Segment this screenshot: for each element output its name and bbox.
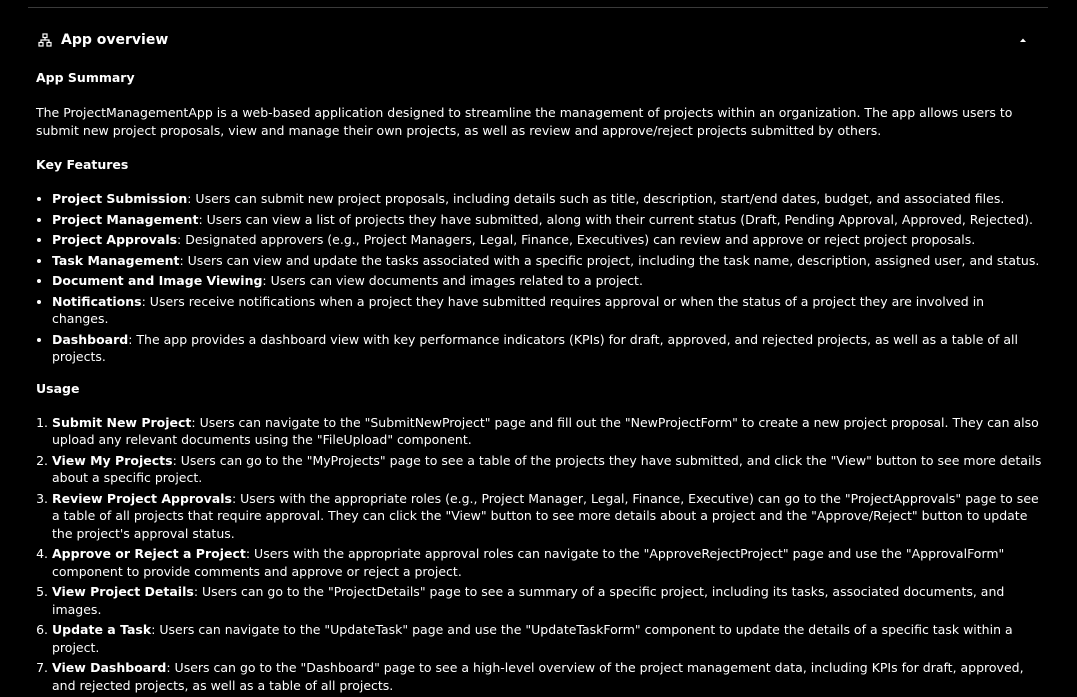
usage-text: : Users can go to the "Dashboard" page to see a high-level overview of the project management data, including KPIs for draft, approved, and rejected projects, as well as a table of all projects. [52,660,1024,693]
panel-content [36,69,1044,697]
usage-heading: Usage [36,380,80,396]
list-item [52,490,1044,543]
usage-title: View Dashboard [52,660,167,675]
usage-title: View My Projects [52,452,173,468]
summary-text: The ProjectManagementApp is a web-based application designed to streamline the management of projects within an organization. The app allows users to submit new project proposals, view and manage their own projects, as well as review and approve/reject projects submitted by others. [36,105,1013,138]
usage-text: : Users with the appropriate approval roles can navigate to the "ApproveRejectProject" page and use the "ApprovalForm" component to provide comments and approve or reject a project. [52,546,1005,579]
list-item [52,231,1044,249]
panel-header[interactable] [38,29,1033,51]
features-list [36,190,1044,366]
features-heading: Key Features [36,157,129,172]
usage-list [36,414,1044,695]
list-item [52,414,1044,449]
feature-title: Task Management [52,252,180,268]
list-item [52,252,1044,270]
usage-text: : Users can navigate to the "SubmitNewProject" page and fill out the "NewProjectForm" to create a new project proposal. They can also upload any relevant documents using the "FileUpload" component. [52,414,1039,447]
list-item [52,331,1044,366]
summary-heading: App Summary [36,70,135,85]
usage-text: : Users can navigate to the "UpdateTask" page and use the "UpdateTaskForm" component to update the details of a specific task within a project. [52,622,1013,655]
feature-text: : Users can submit new project proposals, including details such as title, description, start/end dates, budget, and associated files. [187,191,1005,206]
feature-text: : Users can view a list of projects they have submitted, along with their current status (Draft, Pending Approval, Approved, Rejected). [198,211,1034,227]
feature-title: Document and Image Viewing [52,273,263,288]
top-divider [28,7,1048,8]
list-item [52,583,1044,618]
list-item [52,545,1044,580]
feature-text: : The app provides a dashboard view with key performance indicators (KPIs) for draft, approved, and rejected projects, as well as a table of all projects. [52,331,1018,364]
usage-title: Update a Task [52,622,152,637]
feature-title: Project Management [52,211,199,227]
usage-text: : Users with the appropriate roles (e.g., Project Manager, Legal, Finance, Executive) can go to the "ProjectApprovals" page to see a table of all projects that require approval. They can click the "View" button to see more details about a project and the "Approve/Reject" button to update the project's approval status. [52,490,1039,541]
collapse-button[interactable] [1015,32,1031,48]
list-item [52,211,1044,229]
feature-title: Notifications [52,293,142,309]
feature-text: : Designated approvers (e.g., Project Managers, Legal, Finance, Executives) can review and approve or reject project proposals. [177,232,976,247]
list-item [52,190,1044,208]
feature-title: Project Submission [52,191,188,206]
feature-text: : Users receive notifications when a project they have submitted requires approval or when the status of a project they are involved in changes. [52,293,985,326]
feature-text: : Users can view and update the tasks associated with a specific project, including the task name, description, assigned user, and status. [179,252,1040,268]
panel-title: App overview [61,32,169,48]
sitemap-icon [38,33,52,47]
usage-title: View Project Details [52,584,194,599]
feature-text: : Users can view documents and images related to a project. [262,273,643,288]
usage-title: Review Project Approvals [52,490,232,506]
feature-title: Project Approvals [52,232,178,247]
usage-title: Approve or Reject a Project [52,546,246,561]
usage-text: : Users can go to the "MyProjects" page to see a table of the projects they have submitted, and click the "View" button to see more details about a specific project. [52,452,1042,485]
list-item [52,272,1044,290]
list-item [52,452,1044,487]
list-item [52,293,1044,328]
feature-title: Dashboard [52,331,129,347]
usage-title: Submit New Project [52,414,192,430]
usage-text: : Users can go to the "ProjectDetails" page to see a summary of a specific project, including its tasks, associated documents, and images. [52,584,1005,617]
caret-up-icon [1019,37,1027,43]
list-item [52,621,1044,656]
list-item [52,659,1044,694]
